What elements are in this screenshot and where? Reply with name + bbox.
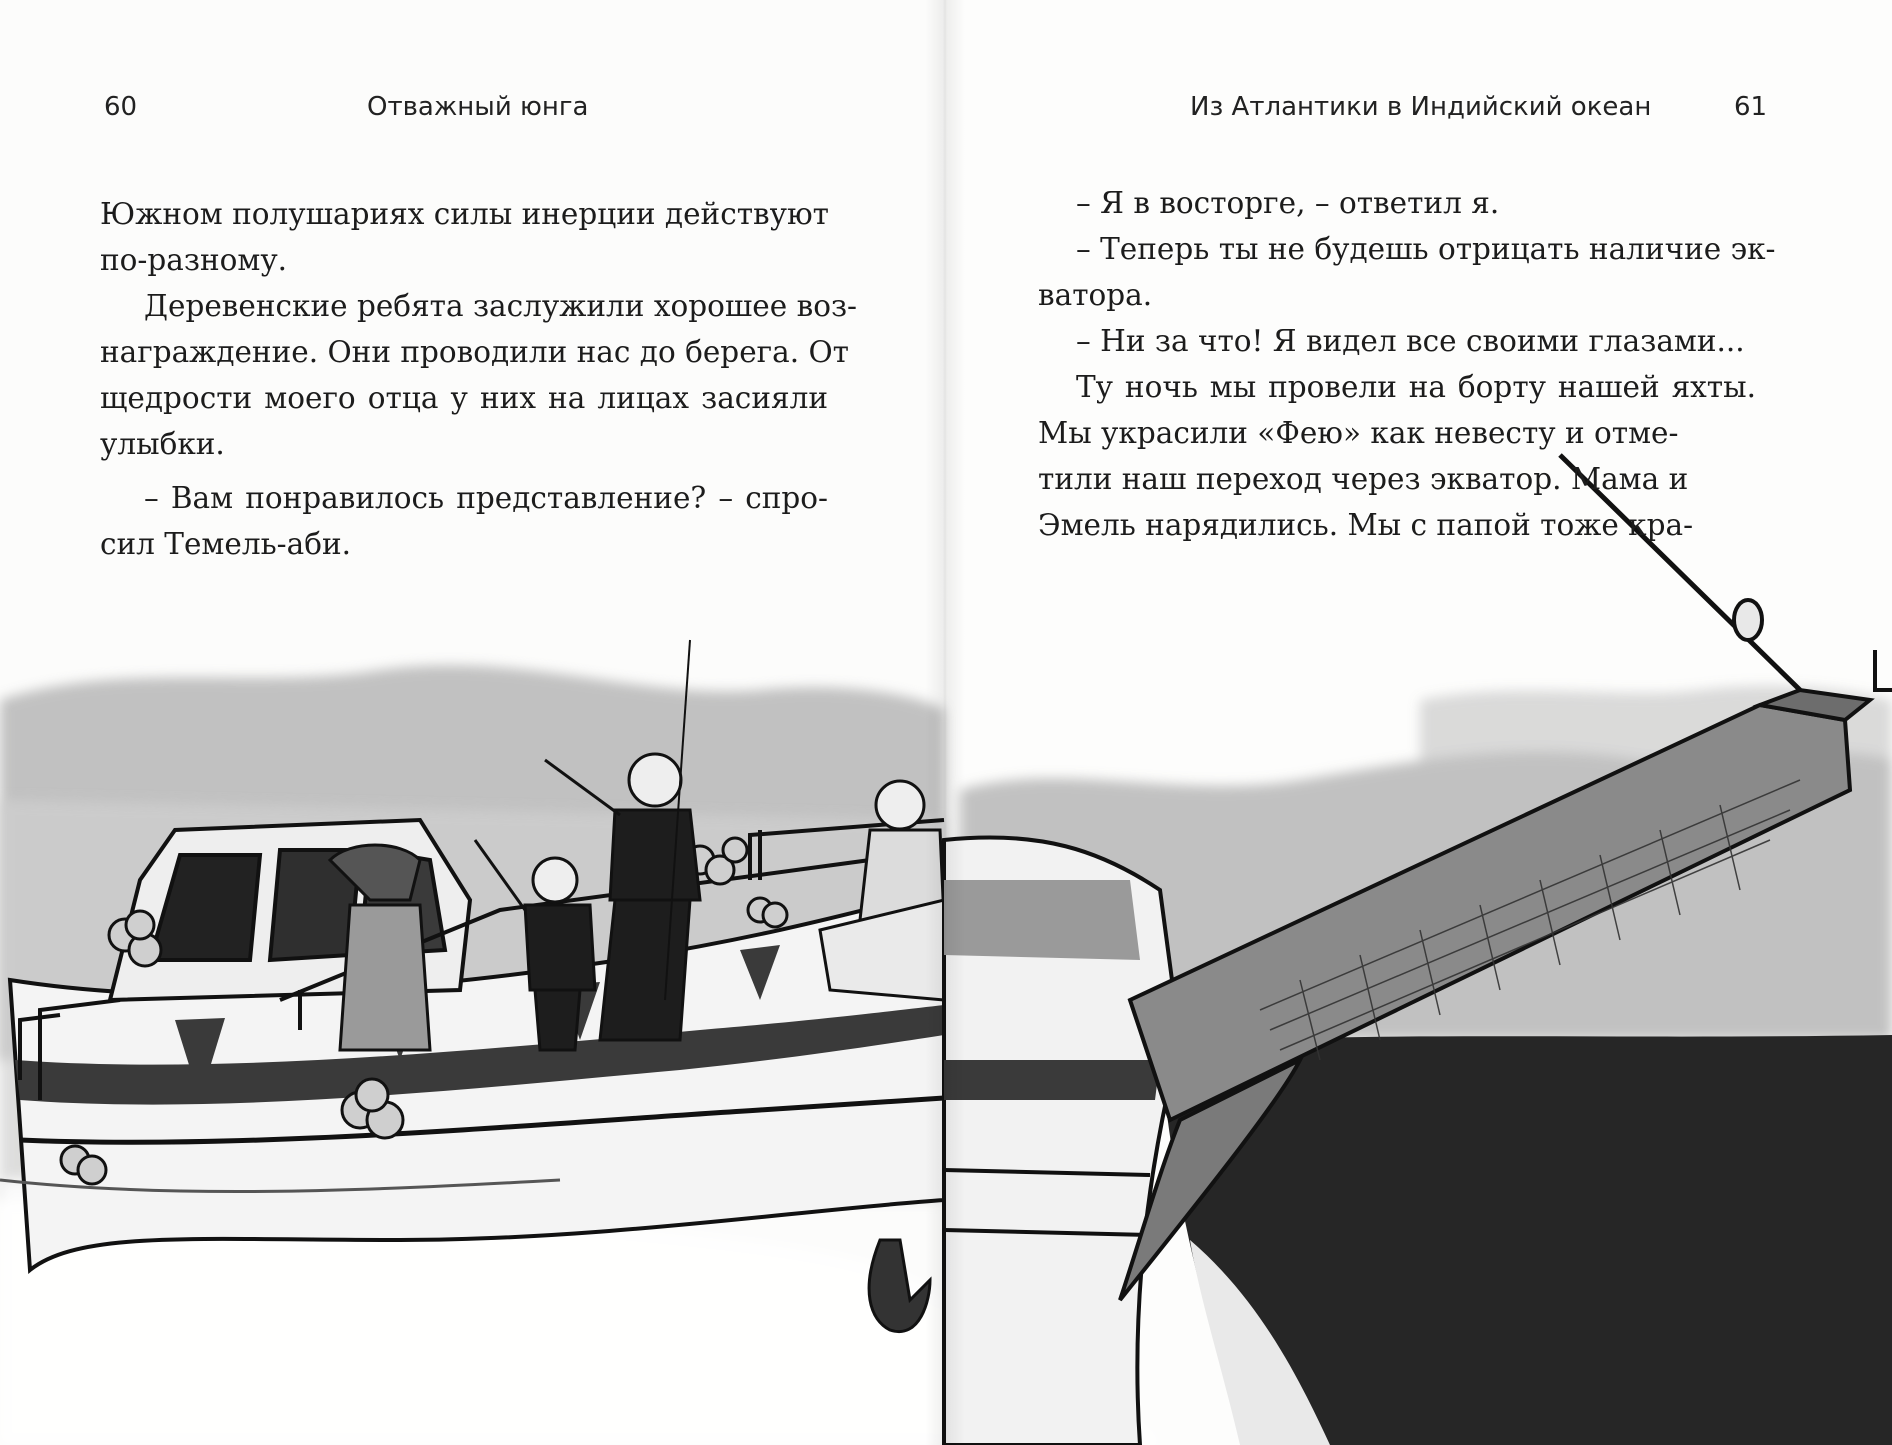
text-line: награждение. Они проводили нас до берега. От bbox=[100, 335, 849, 369]
text-line: – Ни за что! Я видел все своими глазами... bbox=[1076, 324, 1745, 358]
running-head-right: Из Атлантики в Индийский океан bbox=[1190, 92, 1652, 122]
left-paragraph-1 bbox=[100, 191, 828, 283]
text-line: – Теперь ты не будешь отрицать наличие эк- bbox=[1076, 232, 1776, 266]
text-line: Южном полушариях силы инерции действуют bbox=[100, 197, 830, 231]
text-line: тили наш переход через экватор. Мама и bbox=[1038, 462, 1689, 496]
right-paragraph-1 bbox=[1038, 180, 1756, 226]
text-line: – Я в восторге, – ответил я. bbox=[1076, 186, 1500, 220]
right-paragraph-3 bbox=[1038, 318, 1756, 364]
running-head-left: Отважный юнга bbox=[367, 92, 589, 122]
page-number-right: 61 bbox=[1734, 92, 1768, 122]
book-gutter bbox=[925, 0, 965, 1445]
text-line: Эмель нарядились. Мы с папой тоже кра- bbox=[1038, 508, 1694, 542]
text-line: Мы украсили «Фею» как невесту и отме- bbox=[1038, 416, 1679, 450]
yacht-bow-right bbox=[944, 837, 1180, 1445]
text-line: сил Темель-аби. bbox=[100, 527, 351, 561]
text-line: щедрости моего отца у них на лицах засияли bbox=[100, 381, 828, 415]
text-line: Деревенские ребята заслужили хорошее воз- bbox=[144, 289, 858, 323]
right-paragraph-4 bbox=[1038, 364, 1756, 548]
text-line: по-разному. bbox=[100, 243, 288, 277]
text-line: улыбки. bbox=[100, 427, 225, 461]
page-number-left: 60 bbox=[104, 92, 138, 122]
left-paragraph-3 bbox=[100, 475, 828, 567]
text-line: ватора. bbox=[1038, 278, 1153, 312]
text-line: Ту ночь мы провели на борту нашей яхты. bbox=[1076, 370, 1756, 404]
right-paragraph-2 bbox=[1038, 226, 1776, 318]
left-paragraph-2 bbox=[100, 283, 858, 467]
text-line: – Вам понравилось представление? – спро- bbox=[144, 481, 828, 515]
